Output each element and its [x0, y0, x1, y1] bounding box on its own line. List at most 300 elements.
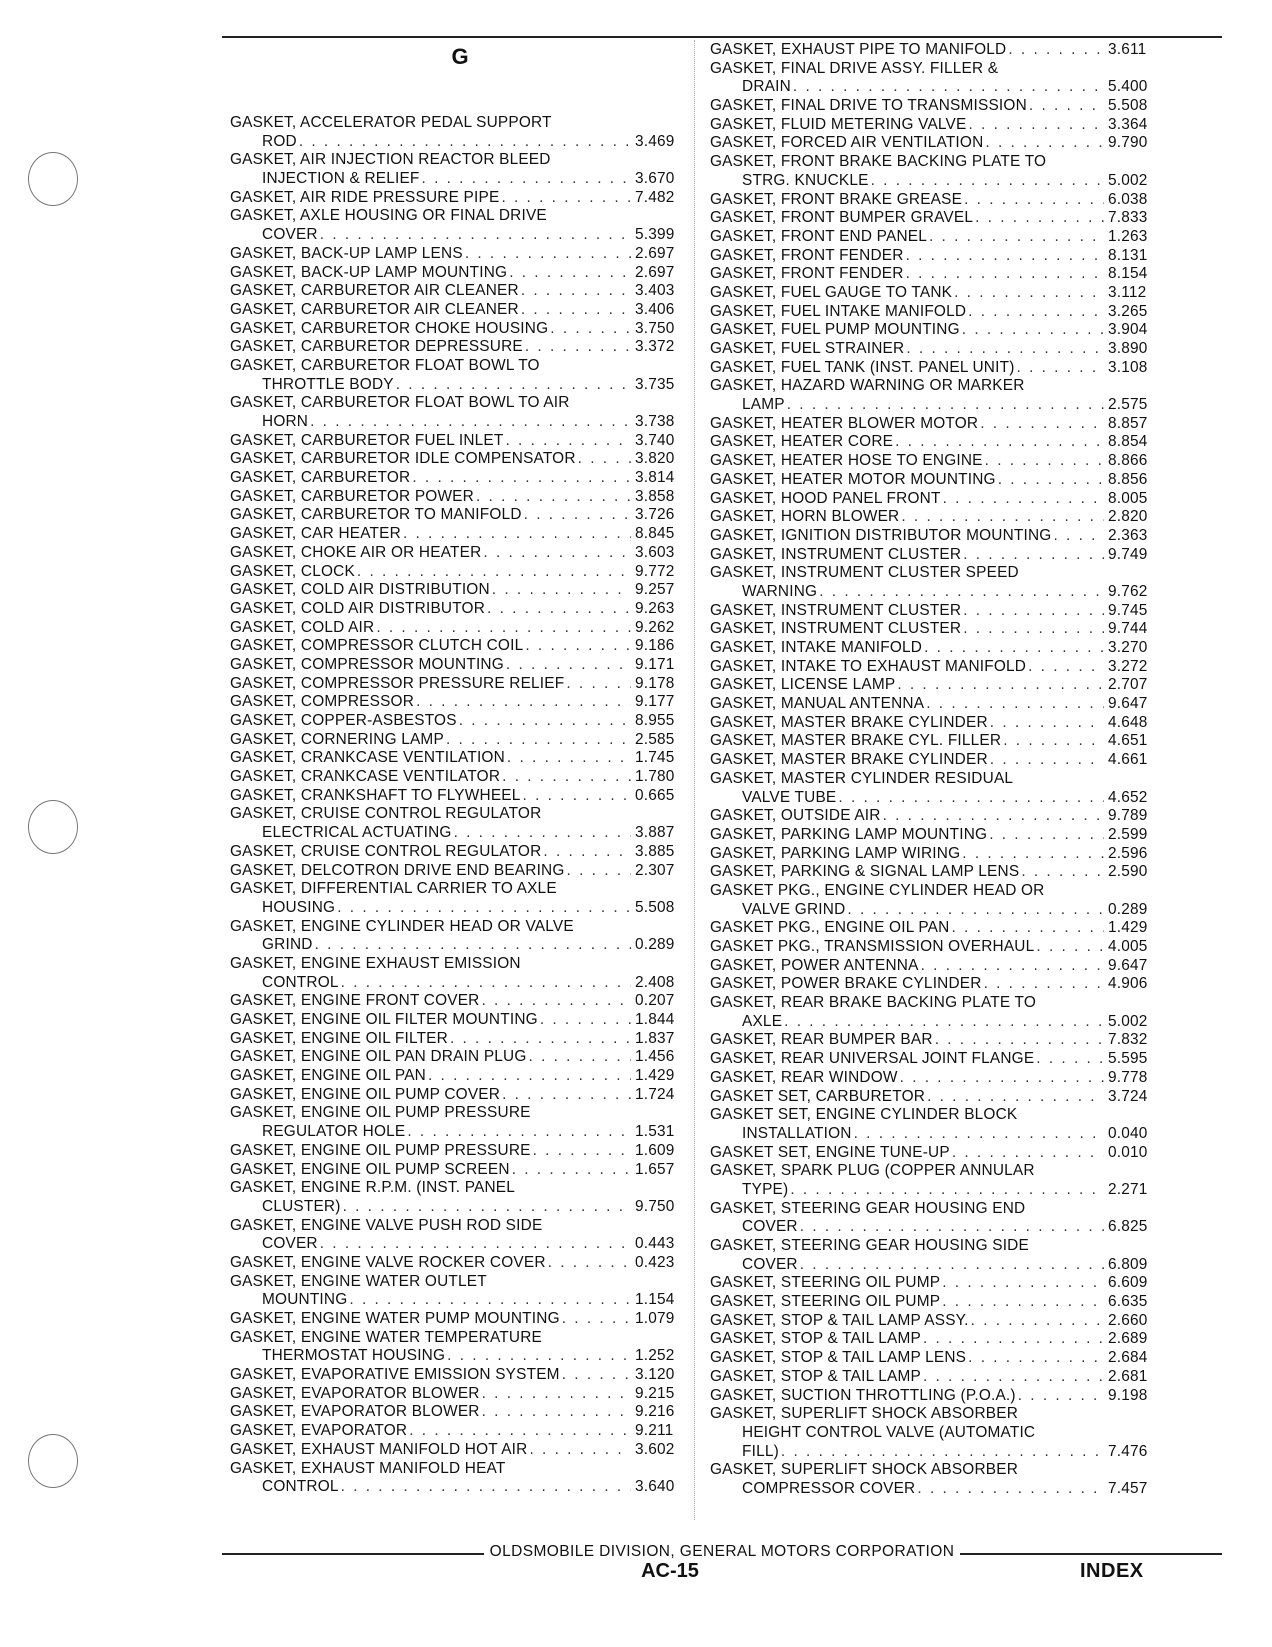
leader-dots	[869, 172, 1104, 191]
entry-text: GASKET, AXLE HOUSING OR FINAL DRIVE	[230, 207, 547, 225]
entry-page-ref: 9.215	[635, 1384, 675, 1402]
entry-page-ref: 7.457	[1108, 1479, 1148, 1497]
index-entry	[710, 1088, 1158, 1107]
index-column-left	[230, 114, 685, 1497]
leader-dots	[779, 1443, 1104, 1462]
entry-text: GASKET, CARBURETOR FUEL INLET	[230, 431, 504, 449]
entry-text: GASKET, REAR UNIVERSAL JOINT FLANGE	[710, 1050, 1035, 1068]
entry-text: GASKET, FUEL STRAINER	[710, 340, 905, 357]
leader-dots	[463, 245, 631, 264]
entry-text: GASKET, FRONT END PANEL	[710, 227, 927, 245]
entry-page-ref: 3.372	[635, 338, 675, 356]
entry-page-ref: 3.611	[1108, 41, 1147, 58]
entry-text: GASKET, STEERING GEAR HOUSING SIDE	[710, 1237, 1029, 1254]
leader-dots	[339, 974, 631, 993]
entry-text: GASKET, EVAPORATOR BLOWER	[230, 1384, 480, 1402]
entry-text: GASKET, FRONT BUMPER GRAVEL	[710, 209, 974, 227]
entry-page-ref: 7.832	[1108, 1031, 1148, 1049]
entry-text: GASKET, HEATER HOSE TO ENGINE	[710, 452, 983, 470]
entry-text: GRIND	[262, 936, 313, 954]
entry-text: GASKET, OUTSIDE AIR	[710, 807, 881, 825]
leader-dots	[420, 170, 631, 189]
entry-text: GASKET, FUEL TANK (INST. PANEL UNIT)	[710, 358, 1015, 376]
entry-text: GASKET, ENGINE OIL FILTER MOUNTING	[230, 1011, 538, 1028]
entry-page-ref: 3.740	[635, 431, 675, 449]
entry-text: GASKET, REAR BRAKE BACKING PLATE TO	[710, 994, 1037, 1012]
index-entry	[710, 396, 1158, 415]
leader-dots	[1051, 527, 1104, 546]
entry-text: GASKET, LICENSE LAMP	[710, 676, 896, 694]
entry-page-ref: 9.647	[1108, 956, 1148, 974]
leader-dots	[904, 340, 1104, 359]
entry-page-ref: 9.772	[635, 562, 675, 580]
entry-page-ref: 1.079	[635, 1310, 675, 1327]
entry-page-ref: 1.263	[1108, 227, 1148, 245]
entry-text: GASKET, CARBURETOR FLOAT BOWL TO	[230, 356, 540, 374]
entry-page-ref: 8.856	[1108, 470, 1148, 488]
index-entry	[230, 899, 685, 918]
entry-text: ELECTRICAL ACTUATING	[262, 824, 452, 842]
entry-page-ref: 2.697	[635, 263, 675, 281]
leader-dots	[941, 490, 1104, 509]
entry-text: GASKET PKG., ENGINE CYLINDER HEAD OR	[710, 881, 1045, 899]
index-entry	[230, 432, 685, 451]
index-entry	[230, 450, 685, 469]
index-entry	[710, 78, 1158, 97]
entry-text: GASKET, CORNERING LAMP	[230, 730, 444, 748]
entry-text: GASKET, MASTER BRAKE CYL. FILLER	[710, 732, 1002, 750]
entry-page-ref: 9.177	[635, 693, 675, 711]
index-entry	[710, 359, 1158, 378]
leader-dots	[933, 1031, 1104, 1050]
leader-dots	[560, 1366, 631, 1385]
entry-page-ref: 3.603	[635, 543, 675, 561]
index-entry	[230, 114, 685, 133]
index-entry	[230, 1217, 685, 1236]
index-entry	[230, 1123, 685, 1142]
footer-company	[222, 1543, 1222, 1561]
entry-page-ref: 8.845	[635, 525, 675, 543]
leader-dots	[845, 901, 1104, 920]
entry-text: GASKET, EXHAUST MANIFOLD HOT AIR	[230, 1440, 528, 1458]
entry-text: STRG. KNUCKLE	[742, 171, 869, 189]
leader-dots	[1026, 658, 1104, 677]
index-entry	[710, 340, 1158, 359]
entry-page-ref: 1.780	[635, 768, 675, 786]
index-entry	[710, 1443, 1158, 1462]
entry-page-ref: 9.198	[1108, 1386, 1148, 1404]
index-entry	[230, 1235, 685, 1254]
entry-text: GASKET, CARBURETOR DEPRESSURE	[230, 338, 523, 356]
entry-text: THROTTLE BODY	[262, 375, 394, 393]
entry-text: GASKET, INSTRUMENT CLUSTER	[710, 601, 962, 619]
entry-text: GASKET, SUPERLIFT SHOCK ABSORBER	[710, 1461, 1019, 1479]
index-entry	[230, 282, 685, 301]
leader-dots	[1019, 863, 1104, 882]
leader-dots	[940, 1274, 1104, 1293]
entry-text: GASKET, REAR WINDOW	[710, 1068, 898, 1086]
leader-dots	[410, 469, 631, 488]
entry-text: COMPRESSOR COVER	[742, 1479, 916, 1497]
index-entry	[230, 1403, 685, 1422]
entry-text: GASKET, ENGINE WATER TEMPERATURE	[230, 1328, 542, 1346]
leader-dots	[341, 1198, 631, 1217]
entry-page-ref: 3.469	[635, 132, 675, 150]
index-entry	[230, 862, 685, 881]
leader-dots	[560, 1310, 631, 1329]
leader-dots	[988, 751, 1104, 770]
entry-page-ref: 1.252	[635, 1347, 675, 1365]
leader-dots	[318, 226, 631, 245]
entry-page-ref: 3.726	[635, 506, 675, 524]
leader-dots	[576, 450, 631, 469]
index-entry	[230, 563, 685, 582]
entry-text: GASKET, ENGINE OIL PUMP SCREEN	[230, 1160, 510, 1178]
index-entry	[710, 807, 1158, 826]
entry-text: GASKET, AIR INJECTION REACTOR BLEED	[230, 151, 551, 169]
index-entry	[230, 712, 685, 731]
entry-text: GASKET, STEERING OIL PUMP	[710, 1293, 941, 1311]
entry-page-ref: 1.837	[635, 1029, 675, 1047]
entry-text: GASKET, SUCTION THROTTLING (P.O.A.)	[710, 1386, 1016, 1404]
index-entry	[230, 768, 685, 787]
entry-page-ref: 9.262	[635, 618, 675, 636]
leader-dots	[881, 807, 1104, 826]
leader-dots	[531, 1142, 631, 1161]
index-entry	[710, 1330, 1158, 1349]
index-entry	[710, 60, 1158, 79]
entry-page-ref: 8.854	[1108, 433, 1148, 451]
index-entry	[230, 506, 685, 525]
index-entry	[230, 320, 685, 339]
leader-dots	[919, 957, 1104, 976]
leader-dots	[485, 600, 631, 619]
entry-text: GASKET, CRANKSHAFT TO FLYWHEEL	[230, 786, 521, 804]
entry-page-ref: 6.609	[1108, 1274, 1148, 1292]
entry-page-ref: 3.814	[635, 469, 675, 487]
index-entry	[230, 581, 685, 600]
entry-page-ref: 9.171	[635, 655, 675, 673]
leader-dots	[952, 284, 1104, 303]
leader-dots	[374, 619, 631, 638]
index-entry	[230, 1385, 685, 1404]
entry-page-ref: 3.403	[635, 282, 675, 300]
index-entry	[710, 1293, 1158, 1312]
entry-text: GASKET, CRANKCASE VENTILATION	[230, 749, 505, 767]
entry-text: GASKET, PARKING LAMP WIRING	[710, 844, 961, 862]
entry-page-ref: 0.443	[635, 1235, 675, 1253]
index-entry	[710, 527, 1158, 546]
index-entry	[230, 189, 685, 208]
entry-text: FILL)	[742, 1442, 779, 1460]
section-label: INDEX	[1080, 1560, 1144, 1582]
entry-text: GASKET, IGNITION DISTRIBUTOR MOUNTING	[710, 526, 1052, 544]
index-entry	[710, 789, 1158, 808]
index-entry	[710, 714, 1158, 733]
index-entry	[710, 639, 1158, 658]
index-entry	[230, 749, 685, 768]
index-entry	[710, 1387, 1158, 1406]
leader-dots	[1006, 41, 1104, 60]
index-entry	[710, 153, 1158, 172]
entry-page-ref: 1.724	[635, 1085, 675, 1103]
leader-dots	[414, 693, 631, 712]
entry-page-ref: 2.684	[1108, 1349, 1148, 1367]
entry-text: GASKET, ENGINE WATER PUMP MOUNTING	[230, 1310, 560, 1327]
leader-dots	[564, 675, 631, 694]
leader-dots	[960, 321, 1104, 340]
entry-page-ref: 8.005	[1108, 489, 1148, 507]
entry-text: GASKET, COLD AIR	[230, 618, 375, 636]
entry-page-ref: 3.265	[1108, 302, 1148, 320]
leader-dots	[817, 583, 1104, 602]
entry-page-ref: 5.002	[1108, 171, 1148, 189]
leader-dots	[541, 843, 631, 862]
entry-page-ref: 8.955	[635, 712, 675, 729]
leader-dots	[895, 676, 1104, 695]
entry-text: GASKET, HEATER CORE	[710, 433, 894, 451]
index-entry	[710, 191, 1158, 210]
entry-text: GASKET, CARBURETOR AIR CLEANER	[230, 282, 519, 300]
entry-text: VALVE GRIND	[742, 900, 846, 918]
entry-text: GASKET, EXHAUST MANIFOLD HEAT	[230, 1459, 506, 1477]
entry-text: LAMP	[742, 396, 785, 414]
entry-text: HOUSING	[262, 898, 336, 916]
leader-dots	[474, 488, 631, 507]
index-entry	[710, 508, 1158, 527]
entry-page-ref: 9.186	[635, 637, 675, 655]
entry-text: GASKET, CARBURETOR IDLE COMPENSATOR	[230, 450, 576, 468]
entry-text: GASKET, BACK-UP LAMP LENS	[230, 244, 463, 262]
entry-page-ref: 0.665	[635, 786, 675, 804]
entry-text: GASKET, ENGINE FRONT COVER	[230, 992, 480, 1010]
leader-dots	[915, 1480, 1104, 1499]
entry-page-ref: 7.833	[1108, 209, 1148, 227]
leader-dots	[904, 247, 1104, 266]
leader-dots	[1015, 359, 1104, 378]
leader-dots	[444, 731, 631, 750]
index-entry	[230, 974, 685, 993]
entry-page-ref: 2.689	[1108, 1330, 1148, 1348]
entry-page-ref: 3.108	[1108, 358, 1148, 376]
leader-dots	[960, 845, 1104, 864]
entry-text: GASKET, FLUID METERING VALVE	[710, 115, 967, 133]
leader-dots	[522, 506, 631, 525]
index-entry	[230, 226, 685, 245]
index-entry	[230, 544, 685, 563]
entry-page-ref: 4.648	[1108, 713, 1148, 731]
entry-page-ref: 9.647	[1108, 695, 1148, 713]
entry-text: CONTROL	[262, 1478, 339, 1496]
entry-page-ref: 2.271	[1108, 1180, 1148, 1198]
entry-text: GASKET, EVAPORATOR BLOWER	[230, 1403, 480, 1421]
leader-dots	[500, 1086, 631, 1105]
index-entry	[710, 602, 1158, 621]
leader-dots	[962, 191, 1104, 210]
index-entry	[710, 97, 1158, 116]
entry-text: GASKET, CARBURETOR POWER	[230, 487, 474, 505]
leader-dots	[1034, 1050, 1104, 1069]
entry-page-ref: 6.038	[1108, 190, 1148, 208]
entry-text: GASKET, EXHAUST PIPE TO MANIFOLD	[710, 41, 1007, 58]
index-entry	[230, 936, 685, 955]
leader-dots	[523, 637, 631, 656]
index-entry	[710, 1274, 1158, 1293]
leader-dots	[481, 544, 631, 563]
entry-text: GASKET, HOOD PANEL FRONT	[710, 489, 941, 507]
leader-dots	[983, 134, 1104, 153]
entry-text: GASKET, ENGINE OIL PAN DRAIN PLUG	[230, 1048, 527, 1066]
index-entry	[230, 1291, 685, 1310]
entry-page-ref: 2.599	[1108, 825, 1148, 843]
leader-dots	[978, 415, 1104, 434]
entry-page-ref: 3.602	[635, 1440, 675, 1458]
leader-dots	[500, 768, 631, 787]
index-entry	[710, 1162, 1158, 1181]
leader-dots	[318, 1235, 631, 1254]
entry-page-ref: 1.844	[635, 1011, 675, 1028]
entry-text: GASKET, SUPERLIFT SHOCK ABSORBER	[710, 1405, 1019, 1423]
index-entry	[710, 1405, 1158, 1424]
leader-dots	[791, 78, 1104, 97]
entry-page-ref: 0.207	[635, 992, 675, 1010]
leader-dots	[490, 581, 631, 600]
leader-dots	[401, 525, 631, 544]
index-entry	[230, 992, 685, 1011]
index-entry	[710, 452, 1158, 471]
entry-text: GASKET, COPPER-ASBESTOS	[230, 712, 457, 729]
leader-dots	[339, 1478, 631, 1497]
index-entry	[230, 1347, 685, 1366]
leader-dots	[548, 320, 631, 339]
entry-text: GASKET, STOP & TAIL LAMP	[710, 1367, 921, 1385]
leader-dots	[836, 789, 1104, 808]
entry-page-ref: 9.790	[1108, 134, 1148, 152]
leader-dots	[297, 133, 631, 152]
entry-page-ref: 1.154	[635, 1291, 675, 1309]
entry-text: GASKET, INSTRUMENT CLUSTER	[710, 545, 962, 563]
entry-text: GASKET, COLD AIR DISTRIBUTOR	[230, 599, 486, 617]
leader-dots	[921, 1330, 1104, 1349]
index-entry	[230, 151, 685, 170]
entry-text: GASKET, ACCELERATOR PEDAL SUPPORT	[230, 114, 552, 131]
entry-page-ref: 9.778	[1108, 1068, 1148, 1086]
leader-dots	[499, 189, 631, 208]
entry-text: GASKET, STOP & TAIL LAMP LENS	[710, 1349, 967, 1367]
index-entry	[230, 245, 685, 264]
index-entry	[710, 1144, 1158, 1163]
leader-dots	[949, 919, 1104, 938]
entry-page-ref: 1.456	[635, 1048, 675, 1066]
index-entry	[710, 377, 1158, 396]
leader-dots	[973, 209, 1104, 228]
index-entry	[710, 1461, 1158, 1480]
entry-text: GASKET, ENGINE EXHAUST EMISSION	[230, 954, 521, 972]
entry-page-ref: 2.681	[1108, 1367, 1148, 1385]
footer-company-text: OLDSMOBILE DIVISION, GENERAL MOTORS CORPORATION	[484, 1543, 961, 1560]
index-entry	[230, 394, 685, 413]
entry-page-ref: 2.590	[1108, 863, 1148, 881]
entry-page-ref: 9.744	[1108, 620, 1148, 638]
entry-page-ref: 9.211	[635, 1422, 674, 1440]
index-entry	[710, 228, 1158, 247]
index-entry	[230, 1104, 685, 1123]
entry-text: WARNING	[742, 582, 818, 600]
leader-dots	[924, 695, 1104, 714]
entry-page-ref: 9.762	[1108, 582, 1148, 600]
index-entry	[710, 1031, 1158, 1050]
entry-text: GASKET, STEERING GEAR HOUSING END	[710, 1199, 1026, 1217]
entry-page-ref: 0.423	[635, 1253, 675, 1271]
entry-text: GASKET, FRONT BRAKE BACKING PLATE TO	[710, 153, 1047, 171]
entry-text: GASKET, MANUAL ANTENNA	[710, 695, 925, 713]
entry-page-ref: 3.858	[635, 487, 675, 505]
entry-text: GASKET, HEATER BLOWER MOTOR	[710, 414, 979, 432]
index-entry	[710, 1069, 1158, 1088]
entry-page-ref: 0.289	[1108, 900, 1148, 918]
leader-dots	[925, 1088, 1104, 1107]
index-entry	[710, 433, 1158, 452]
index-entry	[230, 1198, 685, 1217]
leader-dots	[982, 975, 1104, 994]
leader-dots	[407, 1422, 631, 1441]
leader-dots	[480, 1385, 631, 1404]
index-entry	[230, 1310, 685, 1329]
entry-text: GASKET SET, ENGINE CYLINDER BLOCK	[710, 1106, 1018, 1124]
entry-text: GASKET, DELCOTRON DRIVE END BEARING	[230, 861, 565, 879]
index-entry	[230, 1142, 685, 1161]
entry-text: GASKET, HORN BLOWER	[710, 508, 900, 526]
index-entry	[710, 658, 1158, 677]
entry-page-ref: 3.890	[1108, 340, 1148, 357]
index-entry	[710, 1125, 1158, 1144]
leader-dots	[899, 508, 1104, 527]
leader-dots	[527, 1441, 631, 1460]
entry-text: GASKET, FUEL PUMP MOUNTING	[710, 321, 960, 339]
index-entry	[230, 1441, 685, 1460]
entry-page-ref: 5.002	[1108, 1012, 1148, 1030]
entry-page-ref: 5.508	[635, 898, 675, 916]
index-entry	[710, 1256, 1158, 1275]
entry-text: GASKET, FRONT BRAKE GREASE	[710, 190, 963, 208]
leader-dots	[335, 899, 631, 918]
index-entry	[710, 1050, 1158, 1069]
leader-dots	[988, 714, 1104, 733]
entry-text: GASKET, CRANKCASE VENTILATOR	[230, 768, 501, 786]
top-rule	[222, 36, 1222, 38]
entry-text: GASKET, COMPRESSOR MOUNTING	[230, 655, 504, 673]
leader-dots	[445, 1347, 631, 1366]
leader-dots	[355, 563, 631, 582]
index-entry	[710, 919, 1158, 938]
entry-text: CONTROL	[262, 973, 339, 991]
entry-text: GASKET, INTAKE MANIFOLD	[710, 639, 923, 656]
leader-dots	[457, 712, 631, 731]
entry-page-ref: 5.399	[635, 226, 675, 244]
entry-text: GASKET, COMPRESSOR PRESSURE RELIEF	[230, 674, 565, 692]
entry-page-ref: 8.857	[1108, 414, 1148, 432]
entry-text: GASKET PKG., TRANSMISSION OVERHAUL	[710, 938, 1035, 955]
leader-dots	[480, 992, 632, 1011]
leader-dots	[503, 432, 631, 451]
entry-text: GASKET, MASTER CYLINDER RESIDUAL	[710, 769, 1014, 787]
index-entry	[230, 1161, 685, 1180]
index-column-right	[710, 41, 1158, 1499]
index-entry	[230, 413, 685, 432]
leader-dots	[504, 656, 631, 675]
entry-page-ref: 9.750	[635, 1197, 675, 1215]
leader-dots	[969, 1312, 1104, 1331]
